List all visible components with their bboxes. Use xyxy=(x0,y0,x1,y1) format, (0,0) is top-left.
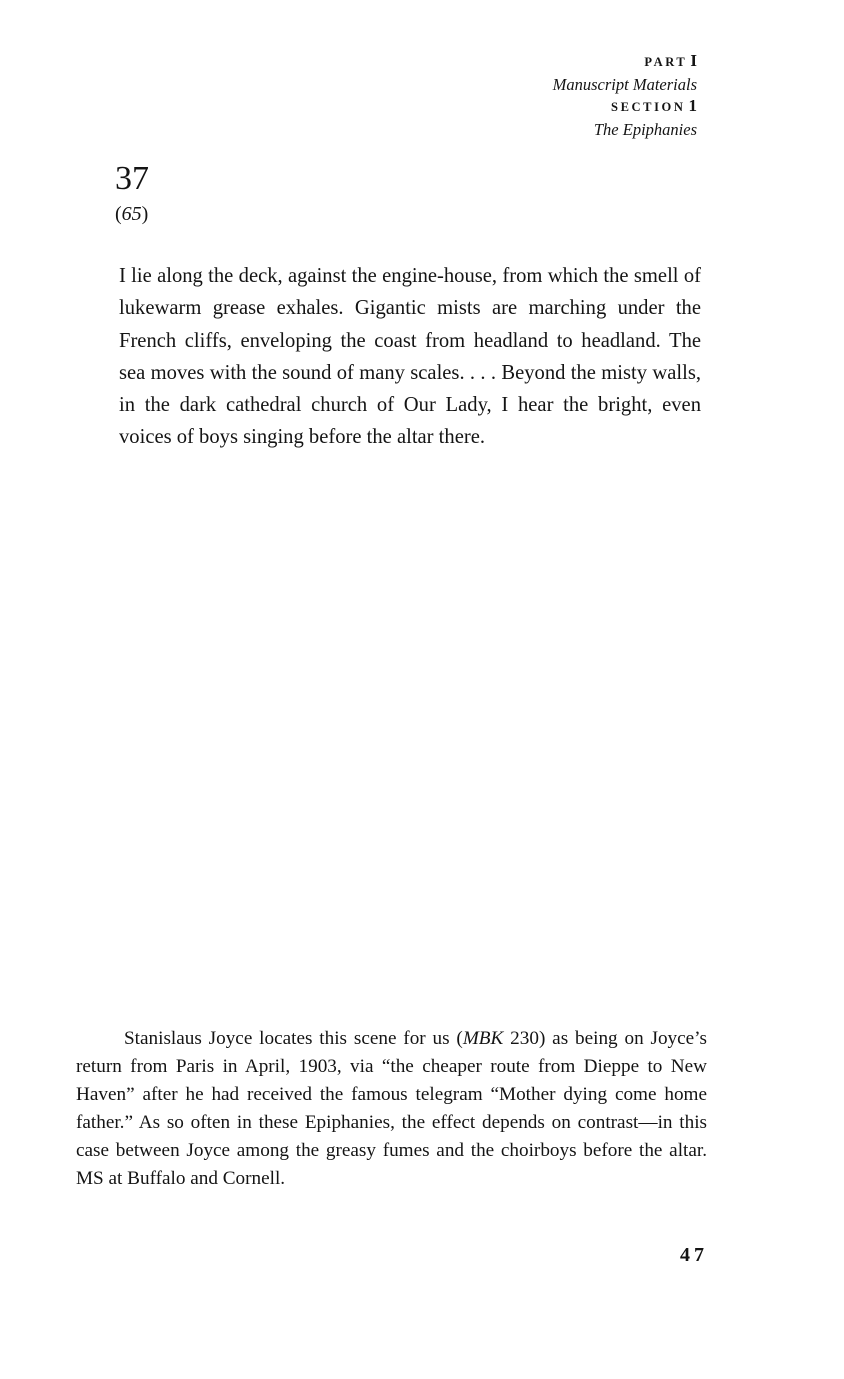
section-heading xyxy=(553,95,697,119)
epiphany-text: I lie along the deck, against the engine-house, from which the smell of lukewarm grease exhales. Gigantic mists are marching under the French cliffs, enveloping the coast from headland to headland. The sea moves with the sound of many scales. . . . Beyond the misty walls, in the dark cathedral church of Our Lady, I hear the bright, even voices of boys singing before the altar there. xyxy=(119,265,701,449)
section-title: The Epiphanies xyxy=(593,119,697,139)
part-heading xyxy=(553,50,697,74)
part-title: Manuscript Materials xyxy=(552,74,697,94)
ms-close-paren: ) xyxy=(141,203,149,225)
ms-number: 65 xyxy=(121,203,142,225)
part-label: PART xyxy=(644,55,688,69)
section-label: SECTION xyxy=(611,100,686,114)
manuscript-number xyxy=(115,202,148,226)
epiphany-number: 37 xyxy=(115,160,149,197)
running-head xyxy=(553,50,697,140)
commentary-text-1: Stanislaus Joyce locates this scene for us ( xyxy=(124,1028,463,1049)
commentary-text-2: 230) as being on Joyce’s return from Paris in April, 1903, via “the cheaper route from Dieppe to New Haven” after he had received the famous telegram “Mother dying come home father.” As so often in these Epiphanies, the effect depends on contrast—in this case between Joyce among the greasy fumes and the choirboys before the altar. MS at Buffalo and Cornell. xyxy=(76,1028,707,1189)
commentary-paragraph xyxy=(76,1025,707,1193)
ms-open-paren: ( xyxy=(115,203,122,225)
section-number: 1 xyxy=(688,96,697,115)
part-number: I xyxy=(690,51,697,70)
commentary-abbrev: MBK xyxy=(462,1028,504,1049)
page-number: 47 xyxy=(680,1244,708,1266)
